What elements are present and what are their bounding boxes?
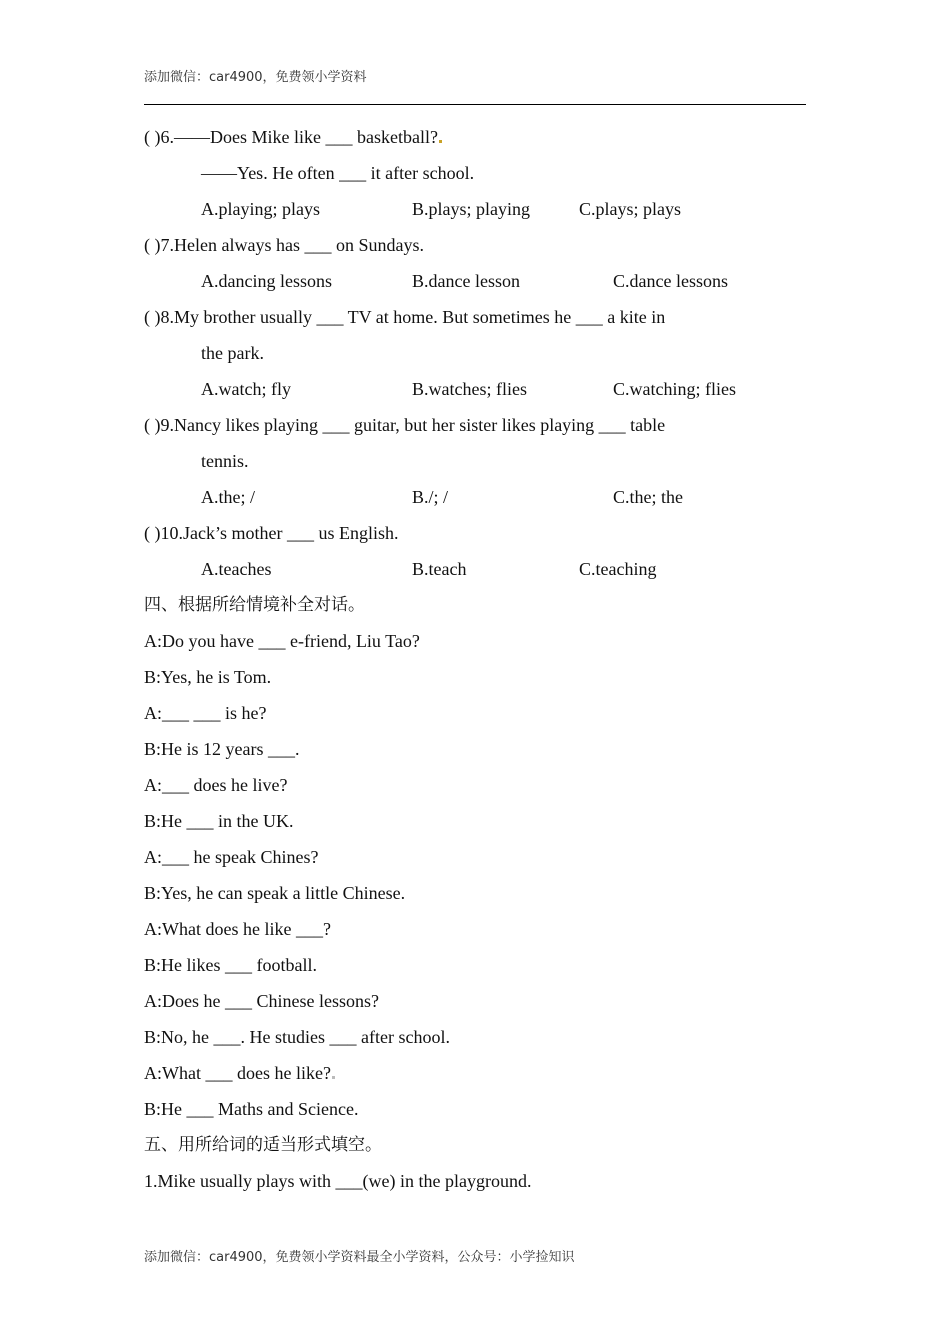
option-b: B.teach (412, 559, 467, 579)
option-a: A.dancing lessons (201, 271, 332, 291)
option-a: A.the; / (201, 487, 255, 507)
question-6-text: ( )6.——Does Mike like ___ basketball? (144, 127, 438, 147)
dialogue-line: B:He ___ Maths and Science. (144, 1099, 359, 1119)
mark-dot (332, 1076, 335, 1079)
question-7-options (144, 263, 806, 299)
dialogue-line: B:He ___ in the UK. (144, 811, 294, 831)
question-6-response: ——Yes. He often ___ it after school. (201, 163, 475, 183)
dialogue-line: A:Do you have ___ e-friend, Liu Tao? (144, 631, 420, 651)
dialogue-line: A:___ he speak Chines? (144, 847, 319, 867)
question-6-options (144, 191, 806, 227)
dialogue-line: A:___ ___ is he? (144, 703, 267, 723)
question-8-continuation: the park. (201, 343, 264, 363)
worksheet-body (144, 119, 806, 1199)
question-8-stem: ( )8.My brother usually ___ TV at home. But sometimes he ___ a kite in (144, 307, 666, 327)
option-b: B.plays; playing (412, 199, 530, 219)
dialogue-line: B:No, he ___. He studies ___ after school. (144, 1027, 450, 1047)
option-c: C.plays; plays (579, 199, 681, 219)
dialogue-line: B:He is 12 years ___. (144, 739, 300, 759)
dialogue-line: B:Yes, he is Tom. (144, 667, 272, 687)
dialogue-line: A:___ does he live? (144, 775, 288, 795)
section-4-title: 四、根据所给情境补全对话。 (144, 595, 365, 615)
question-9-stem: ( )9.Nancy likes playing ___ guitar, but her sister likes playing ___ table (144, 415, 666, 435)
page-footer: 添加微信：car4900，免费领小学资料最全小学资料，公众号：小学捡知识 (144, 1250, 575, 1265)
dialogue-line: A:Does he ___ Chinese lessons? (144, 991, 379, 1011)
question-9-options (144, 479, 806, 515)
option-a: A.teaches (201, 559, 272, 579)
option-b: B./; / (412, 487, 449, 507)
option-b: B.watches; flies (412, 379, 527, 399)
header-divider (144, 104, 806, 105)
option-c: C.the; the (613, 487, 683, 507)
section-5-title: 五、用所给词的适当形式填空。 (144, 1135, 382, 1155)
dialogue-text: A:What ___ does he like? (144, 1063, 331, 1083)
question-7-stem: ( )7.Helen always has ___ on Sundays. (144, 235, 424, 255)
dialogue-line (144, 1055, 806, 1091)
option-c: C.dance lessons (613, 271, 728, 291)
question-9-continuation: tennis. (201, 451, 249, 471)
question-10-options (144, 551, 806, 587)
option-a: A.watch; fly (201, 379, 291, 399)
dialogue-line: B:He likes ___ football. (144, 955, 317, 975)
option-b: B.dance lesson (412, 271, 520, 291)
mark-dot (439, 140, 442, 143)
question-6-stem (144, 119, 806, 155)
page-header: 添加微信：car4900，免费领小学资料 (144, 70, 367, 85)
option-c: C.teaching (579, 559, 657, 579)
option-a: A.playing; plays (201, 199, 320, 219)
option-c: C.watching; flies (613, 379, 736, 399)
question-10-stem: ( )10.Jack’s mother ___ us English. (144, 523, 399, 543)
question-8-options (144, 371, 806, 407)
dialogue-line: B:Yes, he can speak a little Chinese. (144, 883, 406, 903)
dialogue-line: A:What does he like ___? (144, 919, 331, 939)
section-5-question-1: 1.Mike usually plays with ___(we) in the playground. (144, 1171, 532, 1191)
